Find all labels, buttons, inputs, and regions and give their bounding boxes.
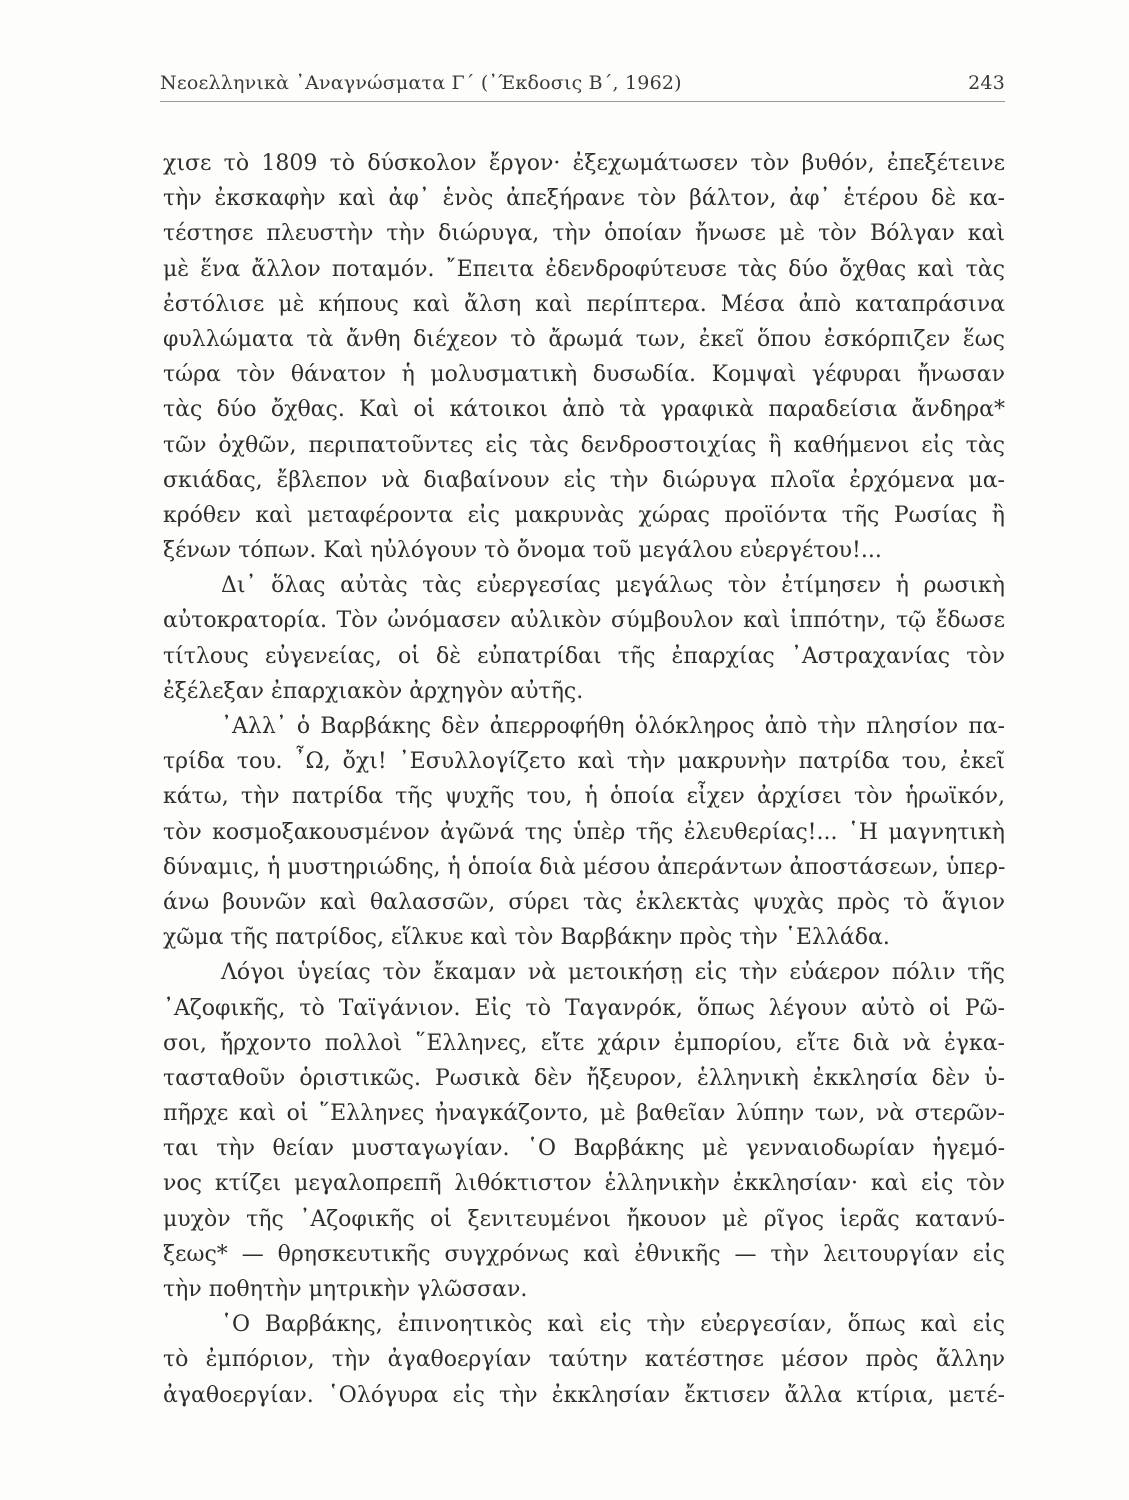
text-line: σοι, ἤρχοντο πολλοὶ ῞Ελληνες, εἴτε χάριν ἐμπορίου, εἴτε διὰ νὰ ἐγκα-: [163, 1030, 1005, 1056]
text-line: νος κτίζει μεγαλοπρεπῆ λιθόκτιστον ἑλληνικὴν ἐκκλησίαν· καὶ εἰς τὸν: [163, 1171, 1005, 1197]
text-line: τασταθοῦν ὁριστικῶς. Ρωσικὰ δὲν ἤξευρον, ἑλληνικὴ ἐκκλησία δὲν ὑ-: [163, 1065, 1005, 1091]
text-line: πῆρχε καὶ οἱ ῞Ελληνες ἠναγκάζοντο, μὲ βαθεῖαν λύπην των, νὰ στερῶν-: [163, 1101, 1005, 1127]
text-line: κάτω, τὴν πατρίδα τῆς ψυχῆς του, ἡ ὁποία εἶχεν ἀρχίσει τὸν ἡρωϊκόν,: [163, 784, 1005, 810]
text-line: τὸ ἐμπόριον, τὴν ἀγαθοεργίαν ταύτην κατέστησε μέσον πρὸς ἄλλην: [163, 1347, 1005, 1373]
text-line: τὴν ποθητὴν μητρικὴν γλῶσσαν.: [163, 1277, 528, 1302]
text-line: τέστησε πλευστὴν τὴν διώρυγα, τὴν ὁποίαν ἤνωσε μὲ τὸν Βόλγαν καὶ: [163, 221, 1005, 247]
page-number: 243: [968, 72, 1005, 94]
text-line: φυλλώματα τὰ ἄνθη διέχεον τὸ ἄρωμά των, ἐκεῖ ὅπου ἐσκόρπιζεν ἕως: [163, 326, 1005, 352]
text-line: τρίδα του. ῏Ω, ὄχι! ᾿Εσυλλογίζετο καὶ τὴν μακρυνὴν πατρίδα του, ἐκεῖ: [163, 749, 1005, 775]
text-line: δύναμις, ἡ μυστηριώδης, ἡ ὁποία διὰ μέσου ἀπεράντων ἀποστάσεων, ὑπερ-: [163, 854, 1005, 880]
text-line: ται τὴν θείαν μυσταγωγίαν. ῾Ο Βαρβάκης μὲ γενναιοδωρίαν ἡγεμό-: [163, 1136, 1005, 1162]
text-line: τὰς δύο ὄχθας. Καὶ οἱ κάτοικοι ἀπὸ τὰ γραφικὰ παραδείσια ἄνδηρα*: [163, 397, 1005, 423]
text-line: χῶμα τῆς πατρίδος, εἵλκυε καὶ τὸν Βαρβάκην πρὸς τὴν ῾Ελλάδα.: [163, 925, 890, 951]
text-line: τὸν κοσμοξακουσμένον ἀγῶνά της ὑπὲρ τῆς ἐλευθερίας!... ῾Η μαγνητικὴ: [163, 819, 1005, 845]
text-line: κρόθεν καὶ μεταφέροντα εἰς μακρυνὰς χώρας προϊόντα τῆς Ρωσίας ἢ: [163, 502, 1005, 528]
running-title: Νεοελληνικὰ ᾿Αναγνώσματα Γ΄ (᾿Έκδοσις Β΄, 1962): [160, 72, 682, 94]
text-line: τίτλους εὐγενείας, οἱ δὲ εὐπατρίδαι τῆς ἐπαρχίας ᾿Αστραχανίας τὸν: [163, 643, 1005, 669]
text-line: Λόγοι ὑγείας τὸν ἔκαμαν νὰ μετοικήσῃ εἰς τὴν εὐάερον πόλιν τῆς: [221, 960, 1005, 986]
text-line: Δι᾿ ὅλας αὐτὰς τὰς εὐεργεσίας μεγάλως τὸν ἐτίμησεν ἡ ρωσικὴ: [221, 573, 1005, 599]
text-line: ἐξέλεξαν ἐπαρχιακὸν ἀρχηγὸν αὐτῆς.: [163, 678, 584, 704]
text-line: άνω βουνῶν καὶ θαλασσῶν, σύρει τὰς ἐκλεκτὰς ψυχὰς πρὸς τὸ ἅγιον: [163, 889, 1005, 915]
page-header: [160, 72, 1005, 108]
body-text: [163, 146, 1005, 1413]
text-line: ᾿Αλλ᾿ ὁ Βαρβάκης δὲν ἀπερροφήθη ὁλόκληρος ἀπὸ τὴν πλησίον πα-: [221, 714, 1005, 739]
text-line: σκιάδας, ἔβλεπον νὰ διαβαίνουν εἰς τὴν διώρυγα πλοῖα ἐρχόμενα μα-: [163, 467, 1005, 493]
header-rule: [160, 101, 1005, 102]
text-line: ῾Ο Βαρβάκης, ἐπινοητικὸς καὶ εἰς τὴν εὐεργεσίαν, ὅπως καὶ εἰς: [221, 1312, 1005, 1338]
text-line: μὲ ἕνα ἄλλον ποταμόν. ῎Επειτα ἐδενδροφύτευσε τὰς δύο ὄχθας καὶ τὰς: [163, 256, 1005, 282]
text-line: τῶν ὀχθῶν, περιπατοῦντες εἰς τὰς δενδροστοιχίας ἢ καθήμενοι εἰς τὰς: [163, 432, 1005, 458]
text-line: ἐστόλισε μὲ κήπους καὶ ἄλση καὶ περίπτερα. Μέσα ἀπὸ καταπράσινα: [163, 291, 1005, 317]
text-line: τώρα τὸν θάνατον ἡ μολυσματικὴ δυσωδία. Κομψαὶ γέφυραι ἤνωσαν: [163, 362, 1005, 388]
text-line: ἀγαθοεργίαν. ῾Ολόγυρα εἰς τὴν ἐκκλησίαν ἔκτισεν ἄλλα κτίρια, μετέ-: [163, 1382, 1005, 1408]
text-line: ᾿Αζοφικῆς, τὸ Ταϊγάνιον. Εἰς τὸ Ταγανρόκ, ὅπως λέγουν αὐτὸ οἱ Ρῶ-: [163, 995, 1005, 1021]
text-line: τὴν ἐκσκαφὴν καὶ ἀφ᾿ ἑνὸς ἀπεξήρανε τὸν βάλτον, ἀφ᾿ ἑτέρου δὲ κα-: [163, 186, 1005, 212]
text-line: μυχὸν τῆς ᾿Αζοφικῆς οἱ ξενιτευμένοι ἤκουον μὲ ρῖγος ἱερᾶς κατανύ-: [163, 1206, 1005, 1232]
text-line: ξένων τόπων. Καὶ ηὐλόγουν τὸ ὄνομα τοῦ μεγάλου εὐεργέτου!...: [163, 538, 882, 564]
text-line: ξεως* — θρησκευτικῆς συγχρόνως καὶ ἐθνικῆς — τὴν λειτουργίαν εἰς: [163, 1241, 1005, 1267]
text-line: χισε τὸ 1809 τὸ δύσκολον ἔργον· ἐξεχωμάτωσεν τὸν βυθόν, ἐπεξέτεινε: [163, 151, 1005, 176]
text-line: αὐτοκρατορία. Τὸν ὠνόμασεν αὐλικὸν σύμβουλον καὶ ἱππότην, τῷ ἔδωσε: [163, 608, 1005, 634]
